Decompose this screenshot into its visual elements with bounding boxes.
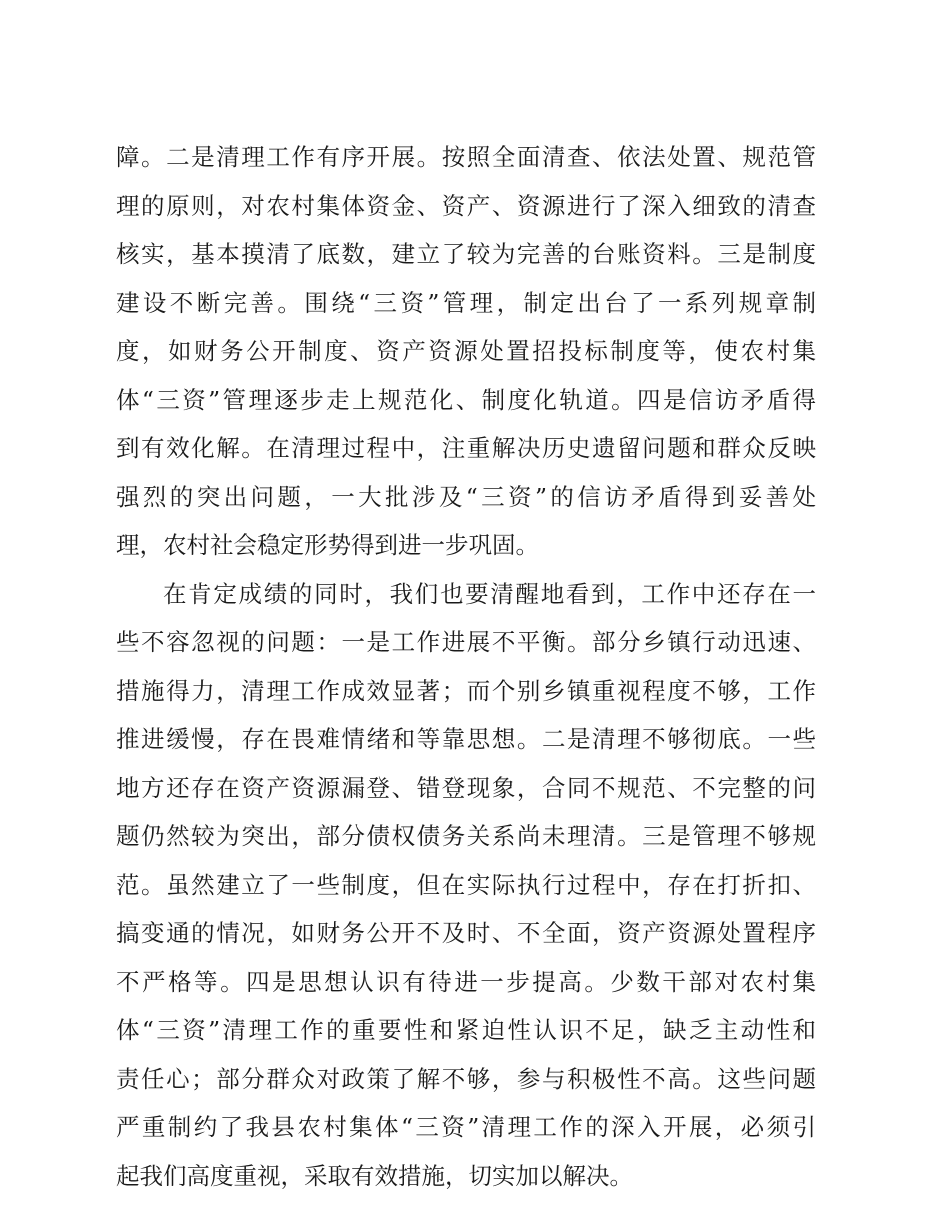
text-line: 在肯定成绩的同时，我们也要清醒地看到，工作中还存在一: [163, 579, 816, 608]
text-line: 建设不断完善。围绕“三资”管理，制定出台了一系列规章制: [116, 288, 816, 317]
text-line: 核实，基本摸清了底数，建立了较为完善的台账资料。三是制度: [116, 240, 816, 268]
text-line: 障。二是清理工作有序开展。按照全面清查、依法处置、规范管: [116, 143, 816, 171]
text-line: 理，农村社会稳定形势得到进一步巩固。: [116, 531, 539, 559]
text-line: 题仍然较为突出，部分债权债务关系尚未理清。三是管理不够规: [116, 822, 816, 850]
text-line: 措施得力，清理工作成效显著；而个别乡镇重视程度不够，工作: [116, 676, 816, 705]
text-line: 体“三资”管理逐步走上规范化、制度化轨道。四是信访矛盾得: [116, 385, 816, 414]
paragraph-1: [116, 133, 816, 570]
text-line: 强烈的突出问题，一大批涉及“三资”的信访矛盾得到妥善处: [116, 482, 816, 511]
text-line: 地方还存在资产资源漏登、错登现象，合同不规范、不完整的问: [116, 773, 816, 802]
text-line: 度，如财务公开制度、资产资源处置招投标制度等，使农村集: [116, 337, 816, 365]
text-line: 理的原则，对农村集体资金、资产、资源进行了深入细致的清查: [116, 191, 816, 220]
text-line: 严重制约了我县农村集体“三资”清理工作的深入开展，必须引: [116, 1113, 816, 1141]
document-body: [116, 133, 816, 1200]
text-line: 起我们高度重视，采取有效措施，切实加以解决。: [116, 1161, 633, 1190]
text-line: 不严格等。四是思想认识有待进一步提高。少数干部对农村集: [116, 967, 816, 996]
text-line: 搞变通的情况，如财务公开不及时、不全面，资产资源处置程序: [116, 919, 816, 947]
text-line: 体“三资”清理工作的重要性和紧迫性认识不足，缺乏主动性和: [116, 1016, 816, 1044]
text-line: 范。虽然建立了一些制度，但在实际执行过程中，存在打折扣、: [116, 870, 816, 899]
text-line: 些不容忽视的问题：一是工作进展不平衡。部分乡镇行动迅速、: [116, 628, 816, 656]
text-line: 责任心；部分群众对政策了解不够，参与积极性不高。这些问题: [116, 1064, 816, 1093]
text-line: 推进缓慢，存在畏难情绪和等靠思想。二是清理不够彻底。一些: [116, 725, 816, 753]
text-line: 到有效化解。在清理过程中，注重解决历史遗留问题和群众反映: [116, 434, 816, 462]
paragraph-2: [116, 570, 816, 1201]
